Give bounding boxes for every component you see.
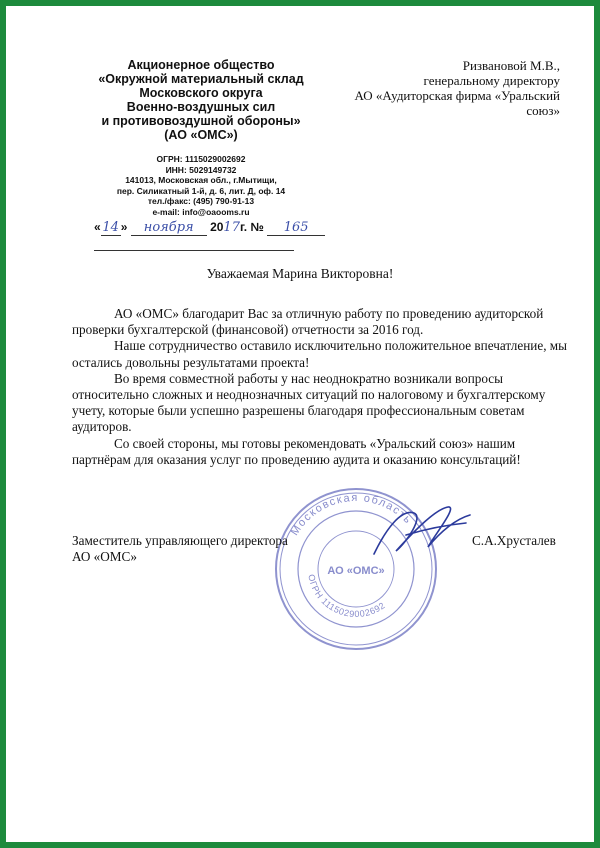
signer-position: Заместитель управляющего директора xyxy=(72,533,288,548)
year-handwritten: 17 xyxy=(223,220,240,235)
paragraph: АО «ОМС» благодарит Вас за отличную работу по проведению аудиторской проверки бухгалтерской (финансовой) отчетности за 2016 год. xyxy=(72,306,544,338)
company-line: (АО «ОМС») xyxy=(164,128,238,142)
letter-page xyxy=(6,6,594,842)
paragraph: Наше сотрудничество оставило исключительно положительное впечатление, мы остались довольны результатами проекта! xyxy=(72,338,568,370)
address-line: пер. Силикатный 1-й, д. 6, лит. Д, оф. 14 xyxy=(116,185,286,196)
paragraph: Со своей стороны, мы готовы рекомендовать «Уральский союз» нашим партнёрам для оказания услуг по проведению аудита и оказанию консультаций! xyxy=(72,435,521,467)
company-line: Военно-воздушных сил xyxy=(126,100,276,114)
company-line: и противовоздушной обороны» xyxy=(101,114,301,128)
company-line: «Окружной материальный склад xyxy=(98,72,304,86)
close-quote: » xyxy=(120,220,128,234)
company-details xyxy=(76,154,326,218)
day-handwritten: 14 xyxy=(102,220,119,235)
company-line: Акционерное общество xyxy=(127,58,275,72)
number-handwritten: 165 xyxy=(267,220,325,236)
paragraph: Во время совместной работы у нас неоднократно возникали вопросы относительно сложных и неоднозначных ситуаций по налоговому и бухгалтерскому учету, которые были успешно разрешены благодаря профессиональным советам аудиторов. xyxy=(72,370,546,435)
email: e-mail: info@oaooms.ru xyxy=(152,206,250,217)
outgoing-number xyxy=(94,220,325,236)
recipient-line: АО «Аудиторская фирма «Уральский xyxy=(354,88,560,103)
address-line: 141013, Московская обл., г.Мытищи, xyxy=(125,175,277,186)
salutation: Уважаемая Марина Викторовна! xyxy=(206,266,394,281)
recipient-line: Ризвановой М.В., xyxy=(462,58,560,73)
company-line: Московского округа xyxy=(139,86,263,100)
open-quote: « xyxy=(94,220,101,234)
signer-org: АО «ОМС» xyxy=(72,549,137,564)
stamp-outer-text: Московская область xyxy=(288,491,415,538)
stamp-inner-text: ОГРН 1115029002692 xyxy=(306,573,388,620)
signature xyxy=(366,499,476,569)
year-label: г. № xyxy=(239,220,264,234)
recipient-block xyxy=(300,58,560,118)
recipient-line: союз» xyxy=(526,103,560,118)
letter-body xyxy=(72,306,567,468)
month-handwritten: ноября xyxy=(131,220,207,236)
signer-block xyxy=(72,533,288,565)
stamp-center-text: АО «ОМС» xyxy=(327,565,385,577)
phone: тел./факс: (495) 790-91-13 xyxy=(147,196,255,207)
signer-name: С.А.Хрусталев xyxy=(472,533,556,548)
company-header xyxy=(76,58,326,142)
blank-line xyxy=(94,250,294,251)
ogrn: ОГРН: 1115029002692 xyxy=(156,154,246,164)
year-prefix: 20 xyxy=(210,220,224,234)
inn: ИНН: 5029149732 xyxy=(165,164,237,175)
recipient-line: генеральному директору xyxy=(423,73,560,88)
